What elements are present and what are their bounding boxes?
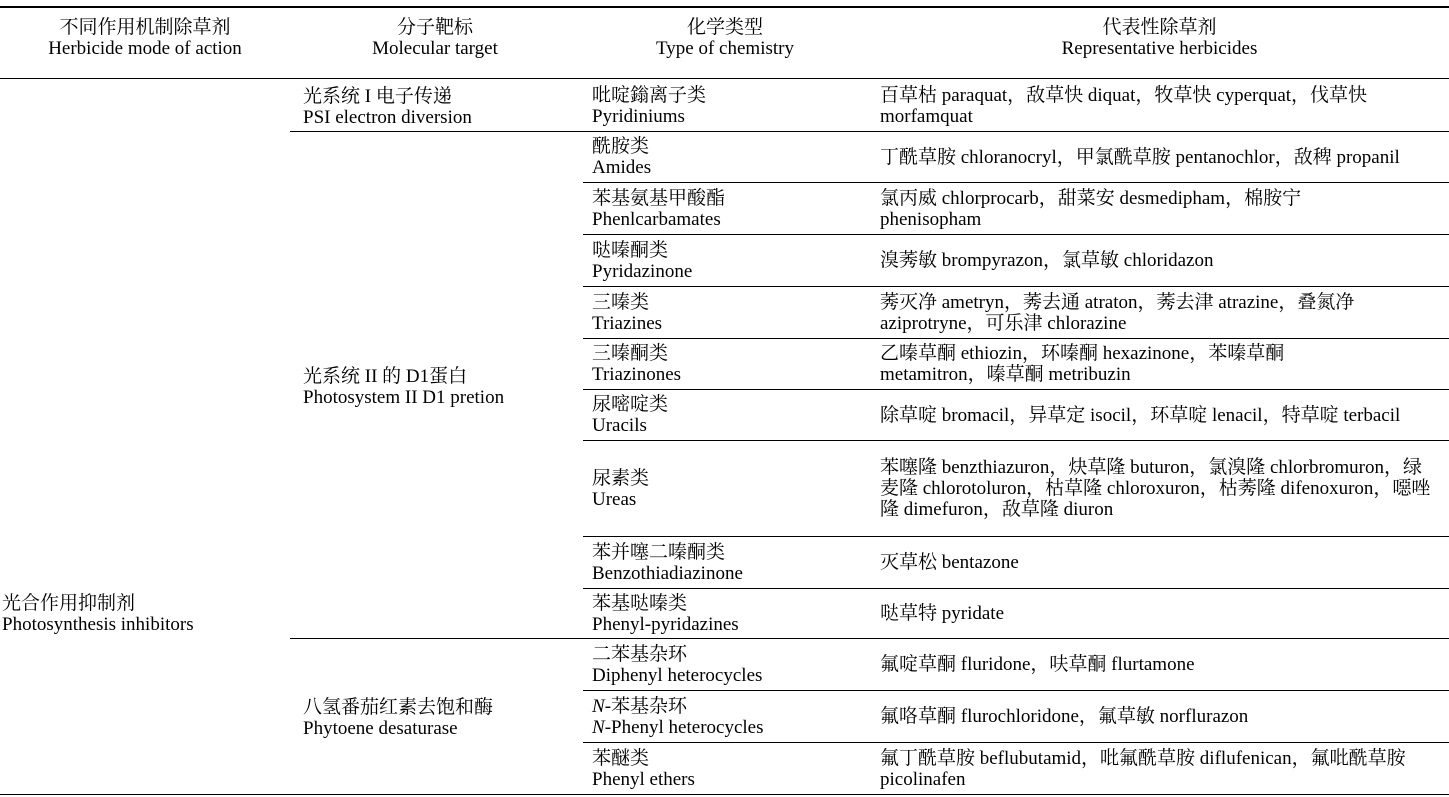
chem-en: Triazinones bbox=[592, 364, 682, 385]
chem-en: Phenlcarbamates bbox=[592, 208, 721, 230]
table-row bbox=[592, 80, 706, 131]
chem-zh: 尿素类 bbox=[592, 467, 650, 489]
herbicides-cell: 莠灭净 ametryn，莠去通 atraton，莠去津 atrazine，叠氮净 aziprotryne，可乐津 chlorazine bbox=[880, 291, 1355, 334]
chem-en: Diphenyl heterocycles bbox=[592, 664, 763, 686]
target-psi bbox=[303, 86, 472, 128]
herbicides-cell: 哒草特 pyridate bbox=[880, 603, 1005, 624]
chem-en: Phenyl-pyridazines bbox=[592, 613, 739, 635]
herbicides-cell: 氟咯草酮 flurochloridone，氟草敏 norflurazon bbox=[880, 706, 1249, 727]
table-row bbox=[592, 639, 762, 690]
table-row bbox=[592, 589, 739, 638]
chem-zh: 哒嗪酮类 bbox=[592, 239, 669, 261]
herbicides-cell: 溴莠敏 brompyrazon，氯草敏 chloridazon bbox=[880, 250, 1214, 271]
chem-zh bbox=[592, 696, 764, 717]
chem-zh: 吡啶鎓离子类 bbox=[592, 84, 707, 106]
herbicides-cell: 丁酰草胺 chloranocryl，甲氯酰草胺 pentanochlor，敌稗 propanil bbox=[880, 146, 1400, 168]
table-row bbox=[592, 287, 662, 338]
italic-n: N bbox=[592, 716, 605, 738]
chem-en: Triazines bbox=[592, 312, 663, 334]
chem-zh-text: -苯基杂环 bbox=[604, 695, 688, 717]
header-en: Herbicide mode of action bbox=[48, 38, 242, 59]
table-row bbox=[592, 537, 743, 588]
herbicides-cell: 氯丙威 chlorprocarb，甜菜安 desmedipham，棉胺宁 phenisopham bbox=[880, 187, 1302, 230]
target-zh: 光系统 II 的 D1蛋白 bbox=[303, 366, 468, 387]
target-en: Phytoene desaturase bbox=[303, 718, 458, 739]
target-phytoene-desaturase bbox=[303, 697, 493, 739]
header-zh: 代表性除草剂 bbox=[1102, 17, 1217, 38]
mode-en: Photosynthesis inhibitors bbox=[2, 614, 194, 635]
header-chemistry-type bbox=[580, 17, 870, 59]
table-bottom-rule bbox=[0, 794, 1449, 795]
header-en: Representative herbicides bbox=[1061, 38, 1258, 59]
chem-en: Pyridiniums bbox=[592, 105, 685, 127]
chem-zh: 酰胺类 bbox=[592, 136, 650, 157]
chem-en: Pyridazinone bbox=[592, 260, 693, 282]
header-bottom-rule bbox=[0, 78, 1449, 79]
chem-en: Benzothiadiazinone bbox=[592, 562, 743, 584]
header-representative-herbicides bbox=[870, 17, 1449, 59]
header-zh: 化学类型 bbox=[686, 17, 763, 38]
table-row bbox=[592, 441, 649, 536]
chem-en: Ureas bbox=[592, 488, 637, 510]
header-zh: 分子靶标 bbox=[396, 17, 473, 38]
herbicides-cell: 苯噻隆 benzthiazuron，炔草隆 buturon，氯溴隆 chlorbromuron，绿麦隆 chlorotoluron，枯草隆 chloroxuron，枯莠隆 difenoxuron，噁唑隆 dimefuron，敌草隆 diuron bbox=[880, 457, 1431, 520]
table-row bbox=[592, 390, 668, 440]
chem-zh: 苯醚类 bbox=[592, 747, 650, 769]
header-en: Type of chemistry bbox=[656, 38, 794, 59]
herbicides-cell: 除草啶 bromacil，异草定 isocil，环草啶 lenacil，特草啶 terbacil bbox=[880, 404, 1401, 426]
header-mode-of-action bbox=[0, 17, 290, 59]
table-top-rule bbox=[0, 6, 1449, 8]
chem-zh: 二苯基杂环 bbox=[592, 643, 688, 665]
target-zh: 光系统 I 电子传递 bbox=[303, 86, 452, 107]
herbicides-cell: 乙嗪草酮 ethiozin，环嗪酮 hexazinone，苯嗪草酮 metamitron，嗪草酮 metribuzin bbox=[880, 343, 1285, 385]
header-zh: 不同作用机制除草剂 bbox=[59, 17, 231, 38]
chem-en: Amides bbox=[592, 157, 652, 178]
mode-zh: 光合作用抑制剂 bbox=[2, 593, 136, 614]
table-row bbox=[592, 743, 695, 794]
chem-zh: 苯基哒嗪类 bbox=[592, 592, 688, 614]
target-psii-d1 bbox=[303, 366, 504, 408]
herbicides-cell: 氟啶草酮 fluridone，呋草酮 flurtamone bbox=[880, 654, 1195, 675]
chem-en: Uracils bbox=[592, 415, 647, 436]
chem-zh: 尿嘧啶类 bbox=[592, 394, 669, 415]
chem-zh: 苯并噻二嗪酮类 bbox=[592, 541, 726, 563]
herbicides-cell: 氟丁酰草胺 beflubutamid，吡氟酰草胺 diflufenican，氟吡酰草胺 picolinafen bbox=[880, 747, 1406, 790]
table-row bbox=[592, 235, 692, 286]
herbicides-cell: 灭草松 bentazone bbox=[880, 552, 1019, 573]
table-row bbox=[592, 691, 764, 742]
target-en: PSI electron diversion bbox=[303, 107, 472, 128]
table-row bbox=[592, 183, 725, 234]
chem-zh: 苯基氨基甲酸酯 bbox=[592, 187, 726, 209]
header-en: Molecular target bbox=[372, 38, 498, 59]
chem-en bbox=[592, 717, 764, 738]
target-en: Photosystem II D1 pretion bbox=[303, 387, 505, 408]
chem-zh: 三嗪酮类 bbox=[592, 343, 669, 364]
target-zh: 八氢番茄红素去饱和酶 bbox=[303, 697, 494, 718]
chem-en: Phenyl ethers bbox=[592, 768, 695, 790]
chem-en-text: -Phenyl heterocycles bbox=[604, 716, 764, 738]
chem-zh: 三嗪类 bbox=[592, 291, 650, 313]
table-row bbox=[592, 339, 681, 389]
mode-of-action-cell bbox=[2, 593, 194, 635]
table-row bbox=[592, 132, 651, 182]
herbicides-cell: 百草枯 paraquat，敌草快 diquat，牧草快 cyperquat，伐草快 morfamquat bbox=[880, 84, 1368, 127]
header-molecular-target bbox=[290, 17, 580, 59]
italic-n: N bbox=[592, 695, 605, 717]
